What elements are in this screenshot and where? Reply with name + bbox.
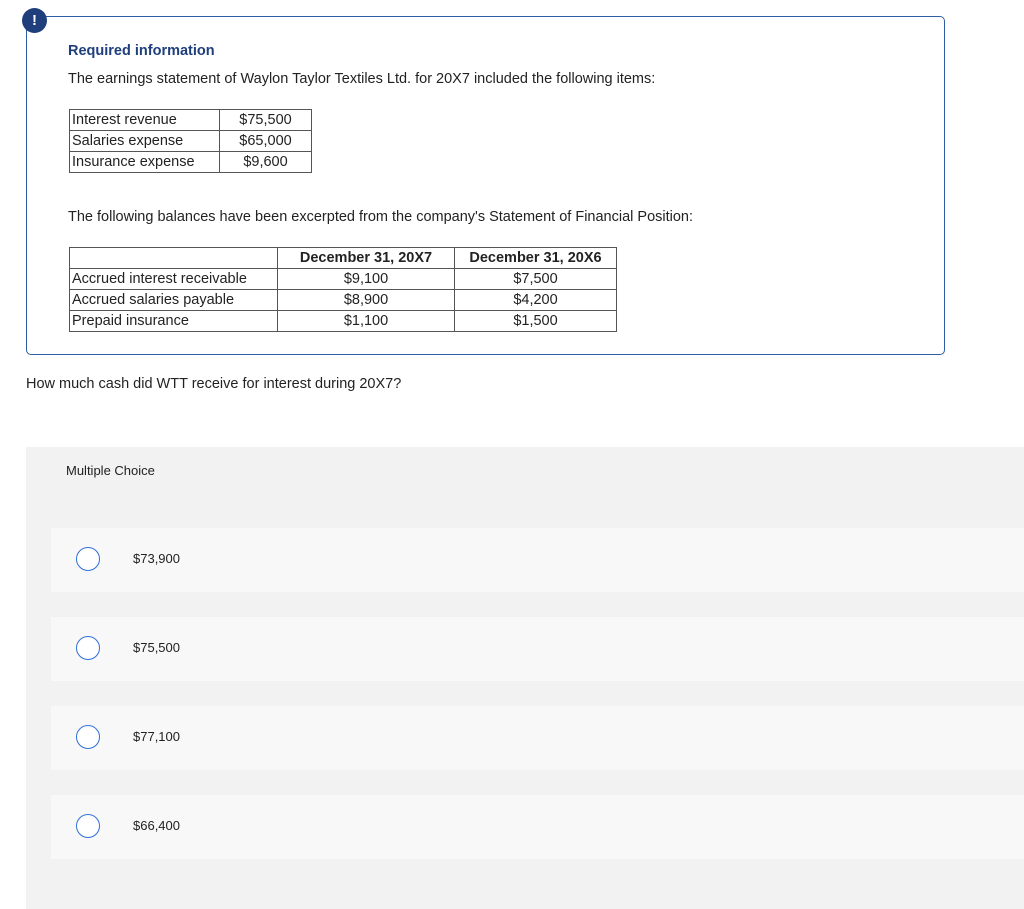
answer-option-label: $77,100	[133, 729, 180, 744]
earnings-table	[69, 109, 312, 173]
answer-option-3[interactable]	[51, 706, 1024, 770]
table-row	[70, 311, 617, 332]
column-header: December 31, 20X6	[455, 248, 617, 269]
alert-icon: !	[22, 8, 47, 33]
earnings-label: Insurance expense	[70, 152, 220, 173]
table-row	[70, 290, 617, 311]
balance-20x6: $4,200	[455, 290, 617, 311]
answer-option-1[interactable]	[51, 528, 1024, 592]
question-text: How much cash did WTT receive for interest during 20X7?	[26, 376, 402, 392]
balance-label: Accrued salaries payable	[70, 290, 278, 311]
balances-table	[69, 247, 617, 332]
answer-option-label: $73,900	[133, 551, 180, 566]
info-title: Required information	[68, 43, 215, 59]
column-header: December 31, 20X7	[278, 248, 455, 269]
radio-button[interactable]	[76, 725, 100, 749]
balance-20x7: $9,100	[278, 269, 455, 290]
earnings-value: $9,600	[220, 152, 312, 173]
info-intro: The earnings statement of Waylon Taylor Textiles Ltd. for 20X7 included the following items:	[68, 71, 656, 87]
radio-button[interactable]	[76, 636, 100, 660]
balance-20x7: $8,900	[278, 290, 455, 311]
answer-option-2[interactable]	[51, 617, 1024, 681]
info-intro-2: The following balances have been excerpted from the company's Statement of Financial Position:	[68, 209, 694, 225]
radio-button[interactable]	[76, 814, 100, 838]
multiple-choice-label: Multiple Choice	[66, 463, 155, 478]
table-row	[70, 131, 312, 152]
balance-20x6: $1,500	[455, 311, 617, 332]
earnings-value: $65,000	[220, 131, 312, 152]
answer-option-label: $75,500	[133, 640, 180, 655]
multiple-choice-panel	[26, 447, 1024, 909]
earnings-label: Salaries expense	[70, 131, 220, 152]
answer-option-4[interactable]	[51, 795, 1024, 859]
table-row	[70, 110, 312, 131]
earnings-value: $75,500	[220, 110, 312, 131]
column-header	[70, 248, 278, 269]
balance-label: Prepaid insurance	[70, 311, 278, 332]
earnings-label: Interest revenue	[70, 110, 220, 131]
radio-button[interactable]	[76, 547, 100, 571]
balance-label: Accrued interest receivable	[70, 269, 278, 290]
answer-option-label: $66,400	[133, 818, 180, 833]
table-row	[70, 269, 617, 290]
table-header-row	[70, 248, 617, 269]
balance-20x7: $1,100	[278, 311, 455, 332]
table-row	[70, 152, 312, 173]
required-information-panel	[26, 16, 945, 355]
balance-20x6: $7,500	[455, 269, 617, 290]
